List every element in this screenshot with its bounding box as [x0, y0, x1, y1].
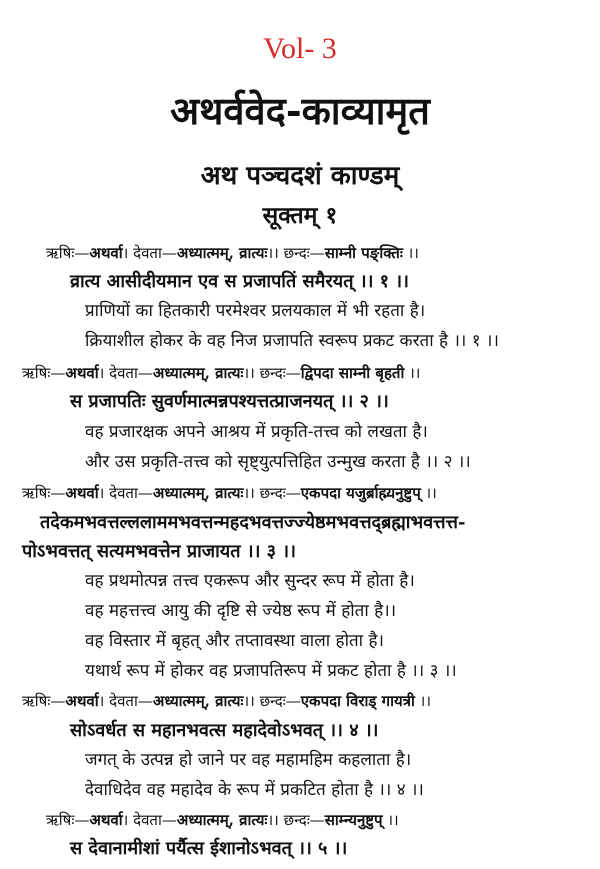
rishi-name: अथर्वा — [65, 692, 99, 710]
section-meta: ऋषिः—अथर्वा। देवता—अध्यात्मम्, व्रात्यः।। छन्दः—एकपदा विराड् गायत्री ।। — [22, 692, 432, 710]
verse-line: वह प्रथमोत्पन्न तत्त्व एकरूप और सुन्दर रूप में होता है। — [85, 571, 415, 591]
section-meta: ऋषिः—अथर्वा। देवता—अध्यात्मम्, व्रात्यः।। छन्दः—एकपदा यजुर्ब्राह्म्यनुष्टुप् ।। — [22, 484, 437, 502]
chhanda-name: साम्नी पङ्क्तिः — [324, 244, 403, 262]
devata-name: अध्यात्मम्, व्रात्यः — [152, 692, 244, 710]
verse-line: क्रियाशील होकर के वह निज प्रजापति स्वरूप प्रकट करता है ।। १ ।। — [85, 331, 499, 351]
chhanda-name: द्विपदा साम्नी बृहती — [300, 364, 405, 382]
page-title: अथर्ववेद-काव्यामृत — [170, 88, 430, 133]
chhanda-name: साम्न्यनुष्टुप् — [324, 811, 383, 829]
devata-name: अध्यात्मम्, व्रात्यः — [176, 811, 268, 829]
mantra-line: तदेकमभवत्तल्ललाममभवत्तन्महदभवत्तज्ज्येष्ठमभवत्तद्ब्रह्माभवत्तत्त- — [40, 512, 466, 533]
sukta-heading: सूक्तम् १ — [262, 202, 338, 229]
devata-name: अध्यात्मम्, व्रात्यः — [152, 364, 244, 382]
verse-line: वह महत्तत्त्व आयु की दृष्टि से ज्येष्ठ रूप में होता है।। — [85, 601, 397, 621]
mantra-line: स देवानामीशां पर्यैत्स ईशानोऽभवत् ।। ५ ।। — [70, 838, 348, 859]
verse-line: जगत् के उत्पन्न हो जाने पर वह महामहिम कहलाता है। — [85, 750, 412, 770]
rishi-name: अथर्वा — [89, 811, 123, 829]
section-meta: ऋषिः—अथर्वा। देवता—अध्यात्मम्, व्रात्यः।। छन्दः—द्विपदा साम्नी बृहती ।। — [22, 364, 421, 382]
mantra-line: व्रात्य आसीदीयमान एव स प्रजापतिं समैरयत् ।। १ ।। — [70, 271, 409, 292]
mantra-line: सोऽवर्धत स महानभवत्स महादेवोऽभवत् ।। ४ ।। — [70, 720, 379, 741]
mantra-line: पोऽभवत्तत् सत्यमभवत्तेन प्राजायत ।। ३ ।। — [22, 541, 296, 562]
verse-line: वह प्रजारक्षक अपने आश्रय में प्रकृति-तत्त्व को लखता है। — [85, 422, 428, 442]
chhanda-name: एकपदा विराड् गायत्री — [300, 692, 415, 710]
mantra-line: स प्रजापतिः सुवर्णमात्मन्नपश्यत्तत्प्राजनयत् ।। २ ।। — [70, 391, 389, 412]
rishi-name: अथर्वा — [89, 244, 123, 262]
verse-line: देवाधिदेव वह महादेव के रूप में प्रकटित होता है ।। ४ ।। — [85, 780, 424, 800]
verse-line: यथार्थ रूप में होकर वह प्रजापतिरूप में प्रकट होता है ।। ३ ।। — [85, 661, 457, 681]
rishi-name: अथर्वा — [65, 484, 99, 502]
section-meta: ऋषिः—अथर्वा। देवता—अध्यात्मम्, व्रात्यः।। छन्दः—साम्न्यनुष्टुप् ।। — [46, 811, 399, 829]
devata-name: अध्यात्मम्, व्रात्यः — [152, 484, 244, 502]
verse-line: और उस प्रकृति-तत्त्व को सृष्ट्युत्पत्तिहित उन्मुख करता है ।। २ ।। — [85, 452, 471, 472]
section-meta: ऋषिः—अथर्वा। देवता—अध्यात्मम्, व्रात्यः।। छन्दः—साम्नी पङ्क्तिः ।। — [46, 244, 419, 262]
kanda-heading: अथ पञ्चदशं काण्डम् — [200, 161, 400, 191]
rishi-name: अथर्वा — [65, 364, 99, 382]
devata-name: अध्यात्मम्, व्रात्यः — [176, 244, 268, 262]
chhanda-name: एकपदा यजुर्ब्राह्म्यनुष्टुप् — [300, 484, 421, 502]
volume-label: Vol- 3 — [263, 32, 337, 65]
verse-line: प्राणियों का हितकारी परमेश्वर प्रलयकाल में भी रहता है। — [85, 301, 426, 321]
verse-line: वह विस्तार में बृहत् और तप्तावस्था वाला होता है। — [85, 631, 384, 651]
